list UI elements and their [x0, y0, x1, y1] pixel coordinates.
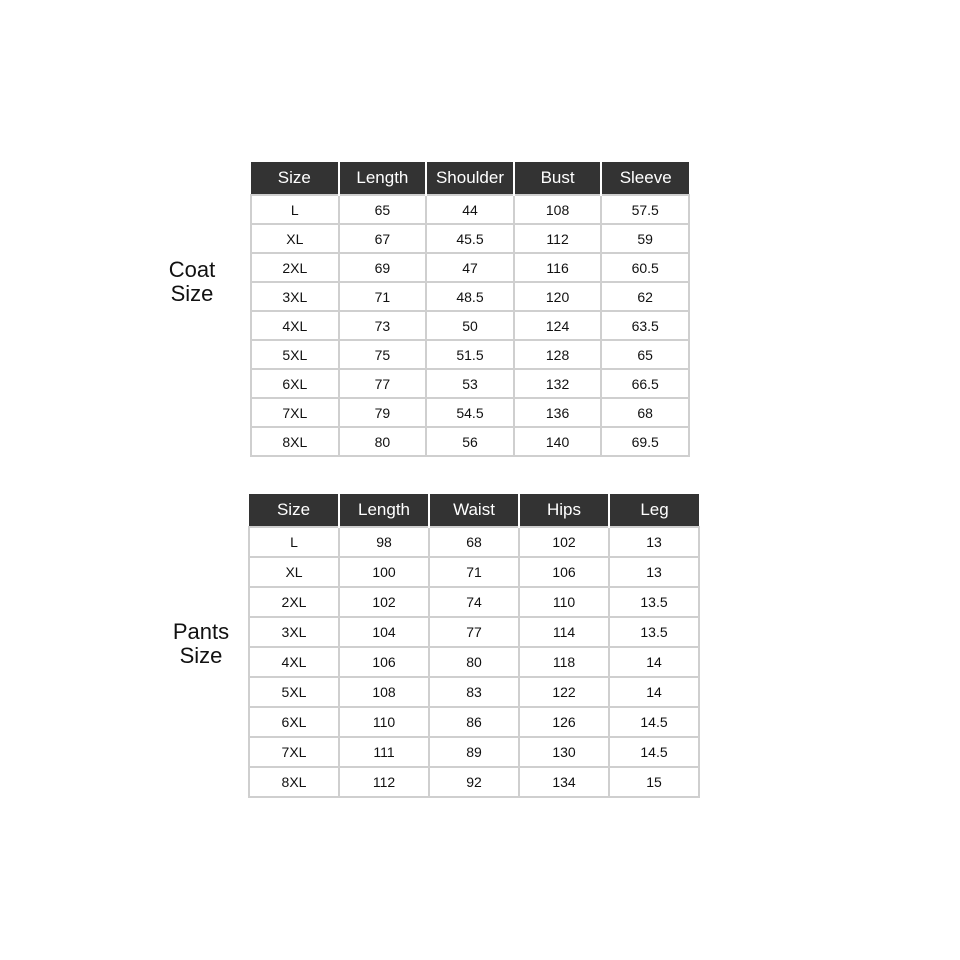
table-cell: 108: [339, 677, 429, 707]
table-cell: 47: [426, 253, 514, 282]
table-cell: 2XL: [251, 253, 339, 282]
table-cell: 80: [429, 647, 519, 677]
table-cell: 3XL: [251, 282, 339, 311]
table-cell: 77: [429, 617, 519, 647]
table-cell: 89: [429, 737, 519, 767]
table-cell: 15: [609, 767, 699, 797]
table-cell: 8XL: [249, 767, 339, 797]
table-cell: 14.5: [609, 737, 699, 767]
table-cell: 2XL: [249, 587, 339, 617]
table-cell: 63.5: [601, 311, 689, 340]
table-cell: 60.5: [601, 253, 689, 282]
table-row: [251, 224, 689, 253]
coat-size-label: [160, 258, 224, 306]
table-cell: 5XL: [249, 677, 339, 707]
table-cell: 4XL: [249, 647, 339, 677]
table-cell: 45.5: [426, 224, 514, 253]
pants-size-label: [165, 620, 237, 668]
table-cell: 7XL: [251, 398, 339, 427]
table-header-row: [249, 494, 699, 527]
table-cell: 100: [339, 557, 429, 587]
table-cell: 106: [519, 557, 609, 587]
table-row: [249, 737, 699, 767]
table-cell: 75: [339, 340, 427, 369]
column-header: Waist: [429, 494, 519, 527]
table-cell: 14: [609, 677, 699, 707]
column-header: Length: [339, 162, 427, 195]
table-cell: 106: [339, 647, 429, 677]
table-cell: 79: [339, 398, 427, 427]
table-cell: 111: [339, 737, 429, 767]
table-cell: 110: [519, 587, 609, 617]
table-cell: 140: [514, 427, 602, 456]
table-cell: 62: [601, 282, 689, 311]
table-cell: 7XL: [249, 737, 339, 767]
table-cell: 112: [339, 767, 429, 797]
table-cell: 65: [601, 340, 689, 369]
table-cell: 118: [519, 647, 609, 677]
table-cell: 51.5: [426, 340, 514, 369]
table-cell: 98: [339, 527, 429, 557]
column-header: Sleeve: [601, 162, 689, 195]
table-cell: 13.5: [609, 587, 699, 617]
table-cell: 104: [339, 617, 429, 647]
table-row: [251, 340, 689, 369]
table-cell: 71: [339, 282, 427, 311]
column-header: Hips: [519, 494, 609, 527]
table-cell: 102: [519, 527, 609, 557]
coat-label-line1: Coat: [168, 257, 216, 282]
table-cell: 80: [339, 427, 427, 456]
table-cell: 6XL: [249, 707, 339, 737]
table-cell: 5XL: [251, 340, 339, 369]
table-cell: 6XL: [251, 369, 339, 398]
column-header: Bust: [514, 162, 602, 195]
pants-label-line1: Pants: [172, 619, 230, 644]
table-cell: 14: [609, 647, 699, 677]
column-header: Shoulder: [426, 162, 514, 195]
table-row: [251, 398, 689, 427]
table-cell: 13: [609, 527, 699, 557]
table-row: [249, 617, 699, 647]
table-cell: 8XL: [251, 427, 339, 456]
table-cell: 67: [339, 224, 427, 253]
table-cell: L: [249, 527, 339, 557]
table-cell: 132: [514, 369, 602, 398]
table-cell: XL: [249, 557, 339, 587]
column-header: Size: [249, 494, 339, 527]
table-cell: 120: [514, 282, 602, 311]
column-header: Size: [251, 162, 339, 195]
table-cell: 112: [514, 224, 602, 253]
table-row: [249, 707, 699, 737]
table-cell: 134: [519, 767, 609, 797]
table-cell: 71: [429, 557, 519, 587]
table-cell: 50: [426, 311, 514, 340]
table-cell: 130: [519, 737, 609, 767]
table-cell: 136: [514, 398, 602, 427]
table-cell: 54.5: [426, 398, 514, 427]
table-cell: 74: [429, 587, 519, 617]
table-header-row: [251, 162, 689, 195]
table-cell: 66.5: [601, 369, 689, 398]
table-row: [249, 647, 699, 677]
pants-size-table: [248, 494, 700, 798]
table-cell: 92: [429, 767, 519, 797]
table-cell: 69.5: [601, 427, 689, 456]
table-cell: 77: [339, 369, 427, 398]
table-row: [251, 311, 689, 340]
table-cell: 4XL: [251, 311, 339, 340]
coat-size-table: [250, 162, 690, 457]
table-row: [249, 557, 699, 587]
table-row: [251, 369, 689, 398]
table-cell: 122: [519, 677, 609, 707]
table-cell: 14.5: [609, 707, 699, 737]
pants-label-line2: Size: [179, 643, 223, 668]
table-row: [249, 527, 699, 557]
table-cell: 102: [339, 587, 429, 617]
table-row: [251, 253, 689, 282]
table-cell: 48.5: [426, 282, 514, 311]
table-cell: 3XL: [249, 617, 339, 647]
table-row: [251, 195, 689, 224]
coat-label-line2: Size: [170, 281, 214, 306]
table-cell: 83: [429, 677, 519, 707]
table-cell: 53: [426, 369, 514, 398]
table-cell: 56: [426, 427, 514, 456]
table-cell: 110: [339, 707, 429, 737]
table-cell: 124: [514, 311, 602, 340]
table-cell: 69: [339, 253, 427, 282]
table-cell: L: [251, 195, 339, 224]
table-cell: XL: [251, 224, 339, 253]
table-cell: 126: [519, 707, 609, 737]
table-cell: 59: [601, 224, 689, 253]
table-cell: 44: [426, 195, 514, 224]
table-cell: 13: [609, 557, 699, 587]
table-row: [249, 767, 699, 797]
table-cell: 114: [519, 617, 609, 647]
table-cell: 108: [514, 195, 602, 224]
table-cell: 128: [514, 340, 602, 369]
table-cell: 68: [601, 398, 689, 427]
table-cell: 86: [429, 707, 519, 737]
table-row: [251, 282, 689, 311]
table-row: [249, 587, 699, 617]
table-row: [251, 427, 689, 456]
table-cell: 13.5: [609, 617, 699, 647]
table-cell: 57.5: [601, 195, 689, 224]
column-header: Length: [339, 494, 429, 527]
table-cell: 68: [429, 527, 519, 557]
column-header: Leg: [609, 494, 699, 527]
table-row: [249, 677, 699, 707]
table-cell: 73: [339, 311, 427, 340]
table-cell: 116: [514, 253, 602, 282]
table-cell: 65: [339, 195, 427, 224]
